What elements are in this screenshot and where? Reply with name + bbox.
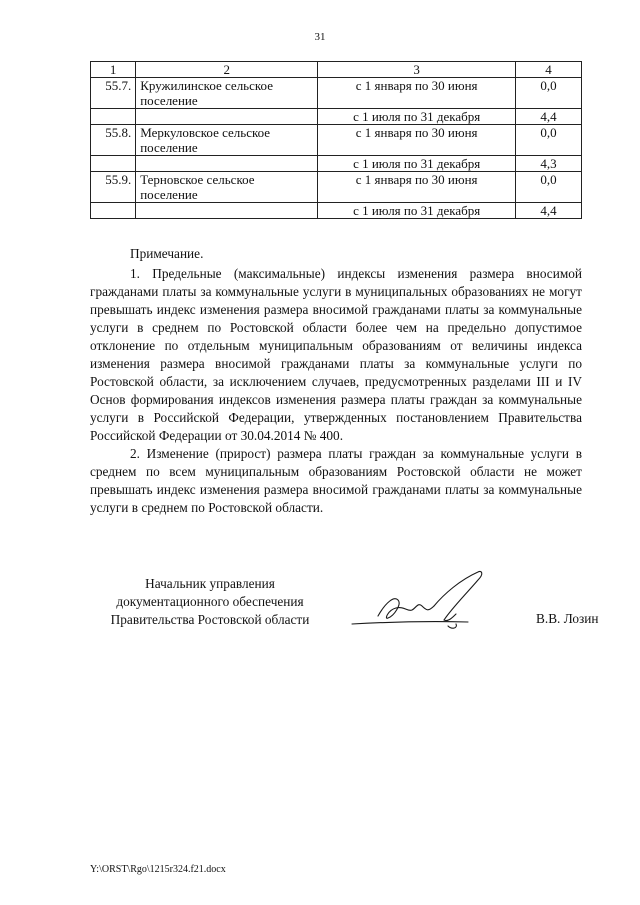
period-cell: с 1 января по 30 июня xyxy=(318,125,516,156)
note-paragraph-1: 1. Предельные (максимальные) индексы изменения размера вносимой гражданами платы за коммунальные услуги в муниципальных образованиях не могут превышать индекс изменения размера вносимой гражданами платы за коммунальные услуги в среднем по Ростовской области более чем на предельно допустимое отклонение по отдельным муниципальным образованиям от величины индекса изменения размера вносимой гражданами платы за коммунальные услуги по Ростовской области, за исключением случаев, предусмотренных разделами III и IV Основ формирования индексов изменения размера платы граждан за коммунальные услуги в Российской Федерации, утвержденных постановлением Правительства Российской Федерации от 30.04.2014 № 400. xyxy=(90,266,582,443)
table-row xyxy=(91,109,582,125)
handwritten-signature xyxy=(348,566,508,632)
index-value: 0,0 xyxy=(516,78,582,109)
period-cell: с 1 июля по 31 декабря xyxy=(318,156,516,172)
settlement-name xyxy=(136,156,318,172)
row-number xyxy=(91,203,136,219)
note-section xyxy=(90,245,582,517)
settlement-name: Меркуловское сельское поселение xyxy=(136,125,318,156)
row-number: 55.8. xyxy=(91,125,136,156)
settlement-name: Терновское сельское поселение xyxy=(136,172,318,203)
settlement-name xyxy=(136,109,318,125)
index-value: 4,4 xyxy=(516,203,582,219)
index-value: 0,0 xyxy=(516,125,582,156)
position-line-3: Правительства Ростовской области xyxy=(110,612,310,627)
row-number: 55.7. xyxy=(91,78,136,109)
note-paragraph-2: 2. Изменение (прирост) размера платы граждан за коммунальные услуги в среднем по всем муниципальным образованиям Ростовской области не может превышать индекс изменения размера вносимой гражданами платы за коммунальные услуги в среднем по Ростовской области. xyxy=(90,446,582,515)
period-cell: с 1 января по 30 июня xyxy=(318,78,516,109)
indices-table xyxy=(90,61,582,219)
index-value: 0,0 xyxy=(516,172,582,203)
period-cell: с 1 июля по 31 декабря xyxy=(318,203,516,219)
settlement-name: Кружилинское сельское поселение xyxy=(136,78,318,109)
signatory-position xyxy=(90,575,330,629)
signer-name: В.В. Лозин xyxy=(536,611,599,626)
table-row xyxy=(91,203,582,219)
row-number xyxy=(91,156,136,172)
table-row xyxy=(91,172,582,203)
period-cell: с 1 января по 30 июня xyxy=(318,172,516,203)
row-number: 55.9. xyxy=(91,172,136,203)
table-header-row xyxy=(91,62,582,78)
table-row xyxy=(91,78,582,109)
position-line-2: документационного обеспечения xyxy=(116,594,304,609)
table-row xyxy=(91,125,582,156)
settlement-name xyxy=(136,203,318,219)
index-value: 4,3 xyxy=(516,156,582,172)
note-title: Примечание. xyxy=(130,246,204,261)
row-number xyxy=(91,109,136,125)
header-col-3: 3 xyxy=(318,62,516,78)
position-line-1: Начальник управления xyxy=(145,576,275,591)
page-number: 31 xyxy=(314,31,326,43)
period-cell: с 1 июля по 31 декабря xyxy=(318,109,516,125)
header-col-1: 1 xyxy=(91,62,136,78)
index-value: 4,4 xyxy=(516,109,582,125)
file-path-footer: Y:\ORST\Rgo\1215r324.f21.docx xyxy=(90,864,226,875)
table-row xyxy=(91,156,582,172)
header-col-2: 2 xyxy=(136,62,318,78)
header-col-4: 4 xyxy=(516,62,582,78)
